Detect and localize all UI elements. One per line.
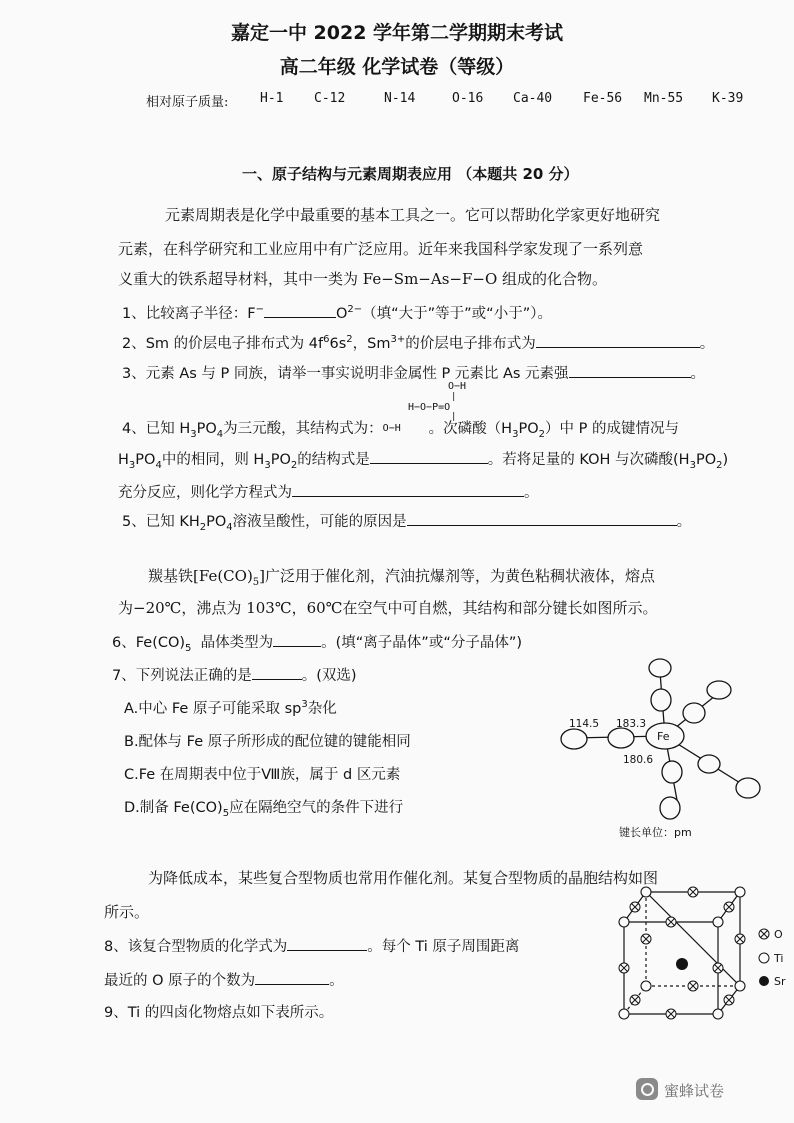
question-1: 1、比较离子半径：F− $O^{2-}$（填“大于”等于”或“小于”）。 [122,304,552,322]
o-atom [561,729,587,749]
atomic-mass-item: Ca-40 [513,91,553,106]
o-atom [707,681,731,699]
q8-count-blank[interactable] [255,970,329,985]
q4-text: ）中 P 的成键情况与 [545,421,679,437]
c-atom [608,728,634,748]
bond-length-label: 183.3 [616,718,647,730]
q3-answer-blank[interactable] [569,363,691,378]
perovskite-intro-1: 为降低成本，某些复合型物质也常用作催化剂。某复合型物质的晶胞结构如图 [148,869,659,887]
perovskite-intro-2: 所示。 [104,903,150,921]
question-3: 3、元素 As 与 P 同族，请举一事实说明非金属性 P 元素比 As 元素强 。 [122,362,705,383]
fe-co5-structure-figure [555,650,775,840]
question-8-line-2: 最近的 O 原子的个数为 。 [104,969,344,990]
q6-answer-blank[interactable] [273,632,321,647]
ti-atom [641,887,651,897]
q6-text: 。(填“离子晶体”或“分子晶体”) [321,635,523,651]
ti-atom [641,981,651,991]
watermark-text: 蜜蜂试卷 [664,1082,725,1100]
question-8-line-1 [104,935,519,956]
q5-answer-blank[interactable] [407,511,677,526]
question-6: 6、$Fe(CO)_5$ 晶体类型为 。(填“离子晶体”或“分子晶体”) [112,631,522,654]
o-atom [724,902,734,912]
q4-text: PO [695,452,717,468]
exam-subtitle: 高二年级 化学试卷（等级） [279,56,515,78]
struct-oh-bottom: O−H [382,423,401,434]
bond-unit-label: 键长单位：pm [619,826,692,839]
ti-atom [713,917,723,927]
sr-atom [676,958,688,970]
q1-ion: O [335,306,348,322]
o-atom [630,995,640,1005]
o-atom [736,778,760,798]
q2-text: 2、Sm 的价层电子排布式为 4f [122,336,324,352]
struct-bond-top: | [451,392,457,402]
q7-answer-blank[interactable] [252,665,302,680]
question-5: 5、已知 $KH_2PO_4$溶液呈酸性，可能的原因是 。 [122,510,691,533]
q1-hint: （填“大于”等于”或“小于”）。 [362,306,552,322]
option-d-text: D.制备 Fe(CO) [124,800,223,816]
unit-cell-legend [759,928,786,988]
bond-length-label: 180.6 [623,754,654,766]
q8-text: 。每个 Ti 原子周围距离 [367,939,520,955]
intro-line-1: 元素周期表是化学中最重要的基本工具之一。它可以帮助化学家更好地研究 [165,206,661,224]
ti-atom [735,887,745,897]
fe-co-intro-1: 羰基铁$[Fe(CO)_5]$广泛用于催化剂，汽油抗爆剂等，为黄色粘稠状液体，熔点 [148,567,656,588]
o-atom [649,659,671,677]
o-atom [724,995,734,1005]
q4-text: PO [518,421,539,437]
intro-line-2: 元素，在科学研究和工业应用中有广泛应用。近年来我国科学家发现了一系列意 [118,240,644,258]
option-c[interactable]: C.Fe 在周期表中位于Ⅷ族，属于 d 区元素 [124,767,401,783]
q1-answer-blank[interactable] [264,303,336,318]
struct-main: H−O−P=O [408,402,451,413]
q6-text: 6、Fe(CO) [112,635,186,651]
fe-label: Fe [657,730,670,743]
option-a[interactable]: A.中心 Fe 原子可能采取 $sp^3$杂化 [124,699,337,717]
o-atom [619,963,629,973]
q5-text: PO [206,514,227,530]
atomic-masses-label: 相对原子质量: [146,95,229,110]
ti-atom [735,981,745,991]
fe-co-text: 羰基铁[Fe(CO) [148,567,253,585]
o-atom [735,934,745,944]
o-atom [688,981,698,991]
question-7 [112,664,357,685]
watermark-logo-icon [636,1078,658,1100]
option-a-text: A.中心 Fe 原子可能采取 sp [124,701,302,717]
q2-ion: ，Sm [352,336,391,352]
atomic-mass-item: Fe-56 [583,91,623,106]
atomic-mass-item: O-16 [452,91,484,106]
legend-ti-label: Ti [774,952,784,965]
q4-text: 为三元酸，其结构式为： [223,421,383,437]
section-heading: 一、原子结构与元素周期表应用 （本题共 20 分） [242,165,579,183]
atomic-mass-item: Mn-55 [644,91,684,106]
q4-text: 充分反应，则化学方程式为 [118,485,292,501]
question-4-line-2: $H_3PO_4$中的相同，则 $H_3PO_2$的结构式是 。若将足量的 KOH 与次磷酸$(H_3PO_2)$ [118,448,728,471]
q5-text: 5、已知 KH [122,514,200,530]
fe-co-intro-2: 为−20℃，沸点为 103℃，60℃在空气中可自燃，其结构和部分键长如图所示。 [118,599,658,617]
q4-text: PO [196,421,217,437]
q3-text: 3、元素 As 与 P 同族，请举一事实说明非金属性 P 元素比 As 元素强 [122,366,569,382]
option-b[interactable]: B.配体与 Fe 原子所形成的配位键的键能相同 [124,734,411,750]
question-4-line-1: 4、已知 $H_3PO_4$为三元酸，其结构式为：O−H 。次磷酸$(H_3PO_2)$中 P 的成键情况与 [122,421,679,440]
q4-text: 的结构式是 [297,452,370,468]
o-atom [688,887,698,897]
option-d-text: 应在隔绝空气的条件下进行 [229,800,404,816]
c-atom [683,703,705,723]
struct-oh-top: O−H [448,381,467,392]
q7-text: 。(双选) [301,668,357,684]
q2-tail: 的价层电子排布式为 [405,336,536,352]
q4-text: 。若将足量的 KOH 与次磷酸(H [487,452,690,468]
unit-cell-figure [610,878,790,1038]
c-atom [662,761,682,783]
o-atom [666,1009,676,1019]
q8-formula-blank[interactable] [287,936,367,951]
o-atom [713,963,723,973]
q6-text: 晶体类型为 [200,635,274,651]
struct-bond-bottom: | [451,412,457,422]
bond-length-label: 114.5 [569,718,600,730]
question-4-line-3: 充分反应，则化学方程式为 。 [118,481,539,502]
ti-atom [619,917,629,927]
q1-text: 1、比较离子半径：F [122,306,256,322]
intro-line-3: 义重大的铁系超导材料，其中一类为 Fe−Sm−As−F−O 组成的化合物。 [118,270,608,288]
legend-o-label: O [774,928,783,941]
q4-structure-blank[interactable] [370,449,488,464]
q4-text: 。次磷酸（H [428,421,513,437]
option-d[interactable]: D.制备 $Fe(CO)_5$应在隔绝空气的条件下进行 [124,800,404,819]
q4-equation-blank[interactable] [292,482,524,497]
exam-title: 嘉定一中 2022 学年第二学期期末考试 [230,22,564,44]
fe-co-text: ]广泛用于催化剂，汽油抗爆剂等，为黄色粘稠状液体，熔点 [259,567,656,585]
o-atom [641,934,651,944]
c-atom [651,689,671,711]
q8-text: 8、该复合型物质的化学式为 [104,939,288,955]
q5-text: 溶液呈酸性，可能的原因是 [232,514,407,530]
option-a-text: 杂化 [307,701,337,717]
o-atom [630,902,640,912]
question-2: 2、Sm 的价层电子排布式为 $4f^66s^2$，$Sm^{3+}$的价层电子排布式为 。 [122,334,715,352]
c-atom [698,755,720,773]
q4-text: 中的相同，则 H [161,452,265,468]
q4-text: PO [270,452,291,468]
atomic-mass-item: K-39 [712,91,744,106]
o-atom [660,797,680,819]
atomic-mass-item: H-1 [260,91,284,106]
question-9: 9、Ti 的四卤化物熔点如下表所示。 [104,1005,334,1021]
legend-sr-label: Sr [774,975,786,988]
atomic-mass-item: C-12 [314,91,346,106]
atomic-mass-item: N-14 [384,91,416,106]
q2-answer-blank[interactable] [536,333,700,348]
q4-text: 4、已知 H [122,421,191,437]
ti-atom [713,1009,723,1019]
o-atom [666,917,676,927]
ti-atom [619,1009,629,1019]
q4-text: PO [135,452,156,468]
q7-text: 7、下列说法正确的是 [112,668,252,684]
q8-text: 最近的 O 原子的个数为 [104,973,256,989]
